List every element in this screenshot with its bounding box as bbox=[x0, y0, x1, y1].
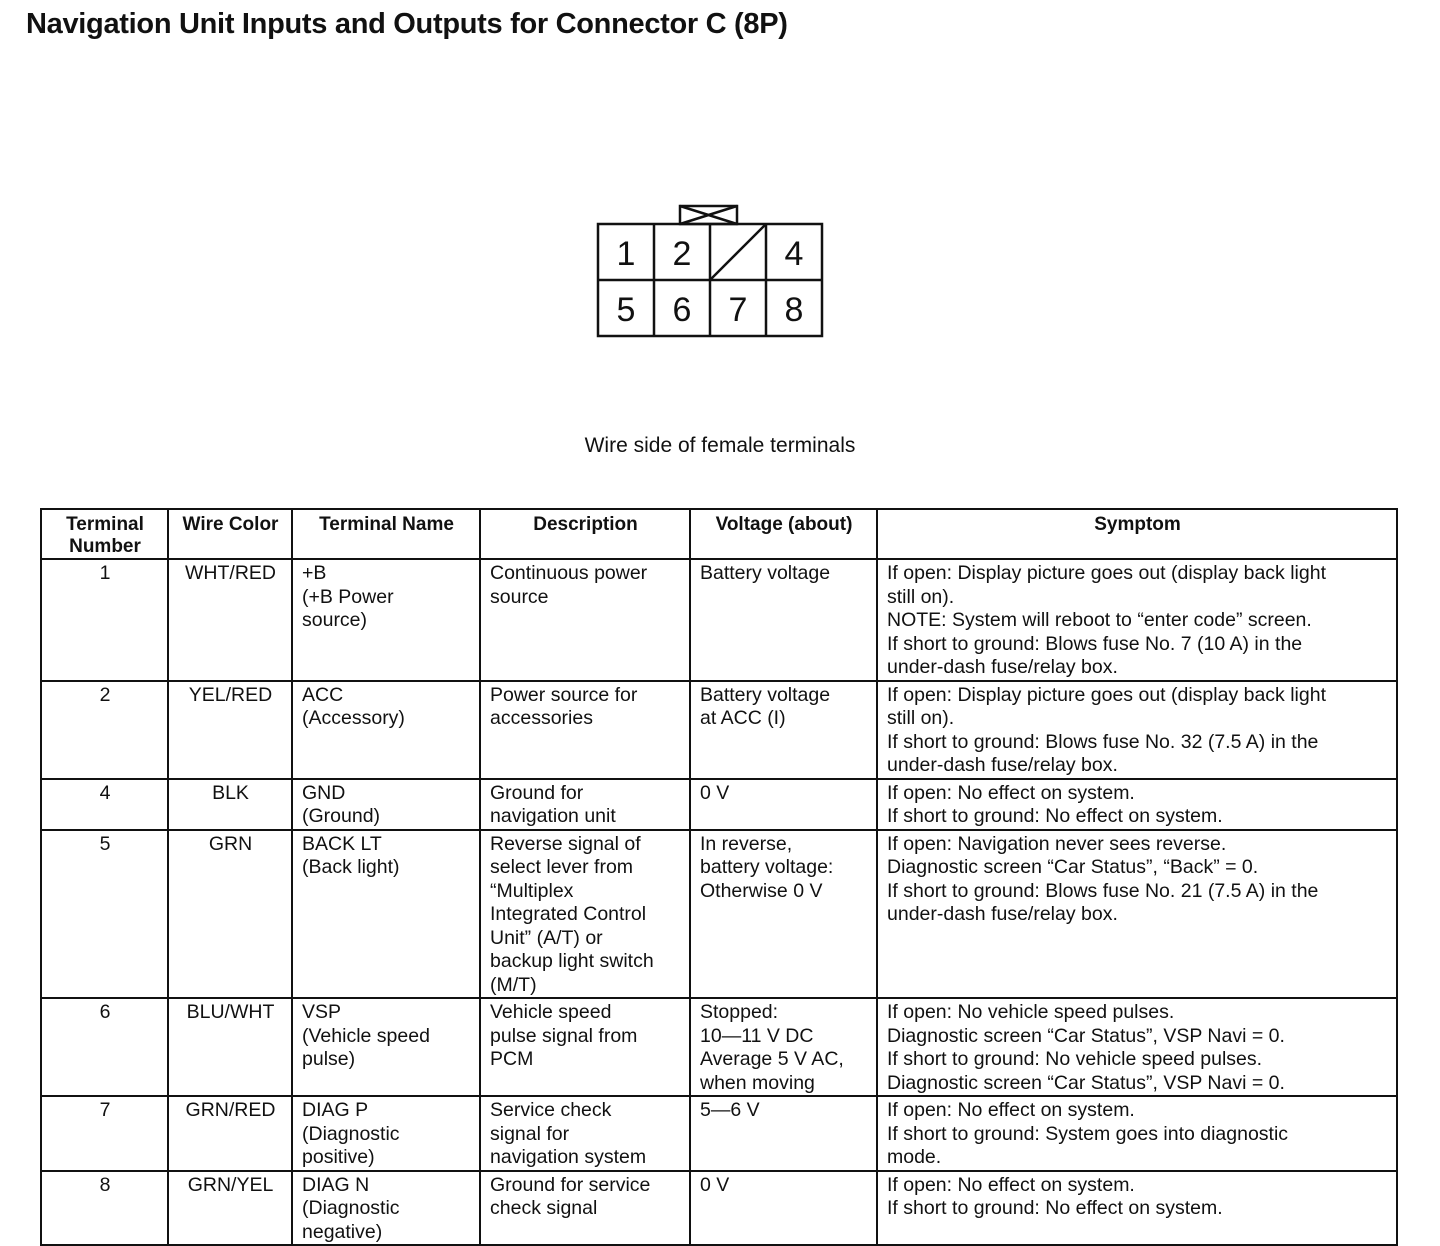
symptom-cell bbox=[877, 998, 1397, 1096]
terminal-name-line: DIAG P bbox=[302, 1099, 369, 1121]
wire-color-cell: GRN/RED bbox=[168, 1096, 292, 1171]
terminal-number-cell: 8 bbox=[41, 1171, 168, 1246]
terminal-name-line: ACC bbox=[302, 683, 344, 706]
description-cell bbox=[480, 779, 690, 830]
voltage-line: when moving bbox=[700, 1071, 815, 1094]
table-row bbox=[41, 559, 1397, 681]
table-row bbox=[41, 779, 1397, 830]
wire-color-cell: BLK bbox=[168, 779, 292, 830]
description-line: Unit” (A/T) or bbox=[490, 926, 603, 949]
table-row bbox=[41, 830, 1397, 999]
voltage-line: Stopped: bbox=[700, 1001, 779, 1023]
header-description: Description bbox=[480, 509, 690, 559]
description-line: Continuous power bbox=[490, 562, 648, 584]
voltage-cell bbox=[690, 559, 877, 681]
cavity-label: 2 bbox=[672, 235, 692, 273]
voltage-cell bbox=[690, 1096, 877, 1171]
terminal-name-line: (Diagnostic bbox=[302, 1122, 400, 1145]
symptom-line: If short to ground: Blows fuse No. 7 (10 A) in the bbox=[887, 632, 1303, 655]
terminal-name-cell bbox=[292, 779, 480, 830]
diagram-caption: Wire side of female terminals bbox=[584, 434, 856, 457]
header-terminal-name: Terminal Name bbox=[292, 509, 480, 559]
description-line: pulse signal from bbox=[490, 1024, 638, 1047]
symptom-line: Diagnostic screen “Car Status”, “Back” = 0. bbox=[887, 856, 1259, 878]
terminal-name-cell bbox=[292, 830, 480, 999]
wire-color-cell: GRN/YEL bbox=[168, 1171, 292, 1246]
description-line: navigation unit bbox=[490, 805, 616, 827]
unused-cavity-slash bbox=[710, 224, 766, 280]
page-title: Navigation Unit Inputs and Outputs for Connector C (8P) bbox=[26, 8, 788, 40]
symptom-line: under-dash fuse/relay box. bbox=[887, 754, 1118, 776]
voltage-line: Otherwise 0 V bbox=[700, 879, 823, 902]
description-cell bbox=[480, 1096, 690, 1171]
terminal-number-cell: 5 bbox=[41, 830, 168, 999]
terminal-name-line: positive) bbox=[302, 1146, 375, 1168]
header-symptom: Symptom bbox=[877, 509, 1397, 559]
symptom-line: If open: No effect on system. bbox=[887, 1099, 1135, 1121]
description-line: backup light switch bbox=[490, 950, 654, 972]
symptom-cell bbox=[877, 559, 1397, 681]
description-line: (M/T) bbox=[490, 973, 537, 996]
terminal-name-cell bbox=[292, 681, 480, 779]
terminal-name-cell bbox=[292, 1171, 480, 1246]
symptom-line: Diagnostic screen “Car Status”, VSP Navi = 0. bbox=[887, 1024, 1285, 1047]
table-row bbox=[41, 1096, 1397, 1171]
cavity-label: 8 bbox=[784, 291, 804, 329]
terminal-name-line: BACK LT bbox=[302, 832, 382, 855]
symptom-line: If short to ground: No vehicle speed pulses. bbox=[887, 1048, 1263, 1070]
symptom-line: If open: Navigation never sees reverse. bbox=[887, 832, 1227, 855]
voltage-line: Average 5 V AC, bbox=[700, 1048, 844, 1070]
header-wire-color: Wire Color bbox=[168, 509, 292, 559]
terminal-name-line: +B bbox=[302, 562, 327, 584]
symptom-line: If open: Display picture goes out (display back light bbox=[887, 683, 1326, 706]
terminal-name-cell bbox=[292, 998, 480, 1096]
terminal-name-line: (+B Power bbox=[302, 585, 394, 608]
symptom-line: If open: No effect on system. bbox=[887, 1173, 1135, 1196]
terminal-number-cell: 7 bbox=[41, 1096, 168, 1171]
symptom-line: If open: Display picture goes out (display back light bbox=[887, 562, 1326, 584]
description-line: Integrated Control bbox=[490, 903, 647, 925]
description-line: accessories bbox=[490, 707, 593, 729]
voltage-line: 0 V bbox=[700, 781, 730, 804]
voltage-cell bbox=[690, 681, 877, 779]
terminal-number-cell: 1 bbox=[41, 559, 168, 681]
terminal-name-line: (Accessory) bbox=[302, 707, 405, 729]
symptom-line: Diagnostic screen “Car Status”, VSP Navi = 0. bbox=[887, 1071, 1285, 1094]
description-line: navigation system bbox=[490, 1146, 647, 1168]
description-line: Power source for bbox=[490, 683, 638, 706]
description-line: Ground for service bbox=[490, 1173, 651, 1196]
description-line: Service check bbox=[490, 1099, 612, 1121]
description-line: Vehicle speed bbox=[490, 1001, 612, 1023]
voltage-cell bbox=[690, 830, 877, 999]
terminal-name-line: DIAG N bbox=[302, 1173, 370, 1196]
symptom-line: still on). bbox=[887, 585, 955, 608]
description-line: check signal bbox=[490, 1197, 598, 1219]
description-cell bbox=[480, 559, 690, 681]
cavity-label: 6 bbox=[672, 291, 692, 329]
terminal-table bbox=[40, 508, 1398, 1246]
voltage-line: Battery voltage bbox=[700, 562, 831, 584]
voltage-line: 0 V bbox=[700, 1173, 730, 1196]
symptom-line: still on). bbox=[887, 707, 955, 729]
connector-diagram bbox=[596, 204, 826, 340]
terminal-number-cell: 2 bbox=[41, 681, 168, 779]
header-terminal-number: Terminal Number bbox=[41, 509, 168, 559]
terminal-name-line: GND bbox=[302, 781, 346, 804]
terminal-name-line: source) bbox=[302, 609, 368, 631]
cavity-label: 1 bbox=[616, 235, 636, 273]
symptom-line: If short to ground: System goes into diagnostic bbox=[887, 1122, 1289, 1145]
terminal-name-line: pulse) bbox=[302, 1048, 356, 1070]
symptom-line: NOTE: System will reboot to “enter code” screen. bbox=[887, 609, 1312, 631]
symptom-cell bbox=[877, 1171, 1397, 1246]
description-line: signal for bbox=[490, 1122, 570, 1145]
symptom-line: under-dash fuse/relay box. bbox=[887, 903, 1118, 925]
terminal-name-line: (Diagnostic bbox=[302, 1197, 400, 1219]
voltage-line: Battery voltage bbox=[700, 683, 831, 706]
voltage-line: at ACC (I) bbox=[700, 707, 786, 729]
symptom-line: If short to ground: Blows fuse No. 32 (7.5 A) in the bbox=[887, 730, 1319, 753]
terminal-name-cell bbox=[292, 559, 480, 681]
terminal-name-line: VSP bbox=[302, 1001, 342, 1023]
symptom-line: mode. bbox=[887, 1146, 942, 1168]
table-header-row bbox=[41, 509, 1397, 559]
description-cell bbox=[480, 681, 690, 779]
symptom-line: If short to ground: No effect on system. bbox=[887, 805, 1223, 827]
voltage-cell bbox=[690, 779, 877, 830]
terminal-name-cell bbox=[292, 1096, 480, 1171]
description-line: Reverse signal of bbox=[490, 832, 641, 855]
description-line: select lever from bbox=[490, 856, 634, 878]
header-voltage: Voltage (about) bbox=[690, 509, 877, 559]
symptom-line: If short to ground: No effect on system. bbox=[887, 1197, 1223, 1219]
terminal-number-cell: 6 bbox=[41, 998, 168, 1096]
description-cell bbox=[480, 1171, 690, 1246]
symptom-cell bbox=[877, 779, 1397, 830]
voltage-line: 5—6 V bbox=[700, 1099, 760, 1121]
voltage-line: 10—11 V DC bbox=[700, 1024, 814, 1047]
table-row bbox=[41, 1171, 1397, 1246]
terminal-name-line: (Vehicle speed bbox=[302, 1024, 430, 1047]
symptom-cell bbox=[877, 681, 1397, 779]
voltage-cell bbox=[690, 998, 877, 1096]
cavity-label: 5 bbox=[616, 291, 636, 329]
symptom-cell bbox=[877, 830, 1397, 999]
symptom-line: If open: No effect on system. bbox=[887, 781, 1135, 804]
terminal-name-line: negative) bbox=[302, 1220, 383, 1243]
cavity-label: 4 bbox=[784, 235, 804, 273]
description-line: Ground for bbox=[490, 781, 584, 804]
description-line: source bbox=[490, 585, 549, 608]
terminal-name-line: (Ground) bbox=[302, 805, 381, 827]
terminal-number-cell: 4 bbox=[41, 779, 168, 830]
table-row bbox=[41, 998, 1397, 1096]
symptom-line: If short to ground: Blows fuse No. 21 (7.5 A) in the bbox=[887, 879, 1319, 902]
symptom-cell bbox=[877, 1096, 1397, 1171]
terminal-name-line: (Back light) bbox=[302, 856, 400, 878]
voltage-line: In reverse, bbox=[700, 832, 793, 855]
description-line: “Multiplex bbox=[490, 879, 574, 902]
wire-color-cell: BLU/WHT bbox=[168, 998, 292, 1096]
voltage-cell bbox=[690, 1171, 877, 1246]
symptom-line: under-dash fuse/relay box. bbox=[887, 656, 1118, 678]
wire-color-cell: WHT/RED bbox=[168, 559, 292, 681]
description-line: PCM bbox=[490, 1048, 534, 1070]
voltage-line: battery voltage: bbox=[700, 856, 834, 878]
description-cell bbox=[480, 830, 690, 999]
wire-color-cell: YEL/RED bbox=[168, 681, 292, 779]
wire-color-cell: GRN bbox=[168, 830, 292, 999]
cavity-label: 7 bbox=[728, 291, 748, 329]
symptom-line: If open: No vehicle speed pulses. bbox=[887, 1001, 1175, 1023]
description-cell bbox=[480, 998, 690, 1096]
table-row bbox=[41, 681, 1397, 779]
